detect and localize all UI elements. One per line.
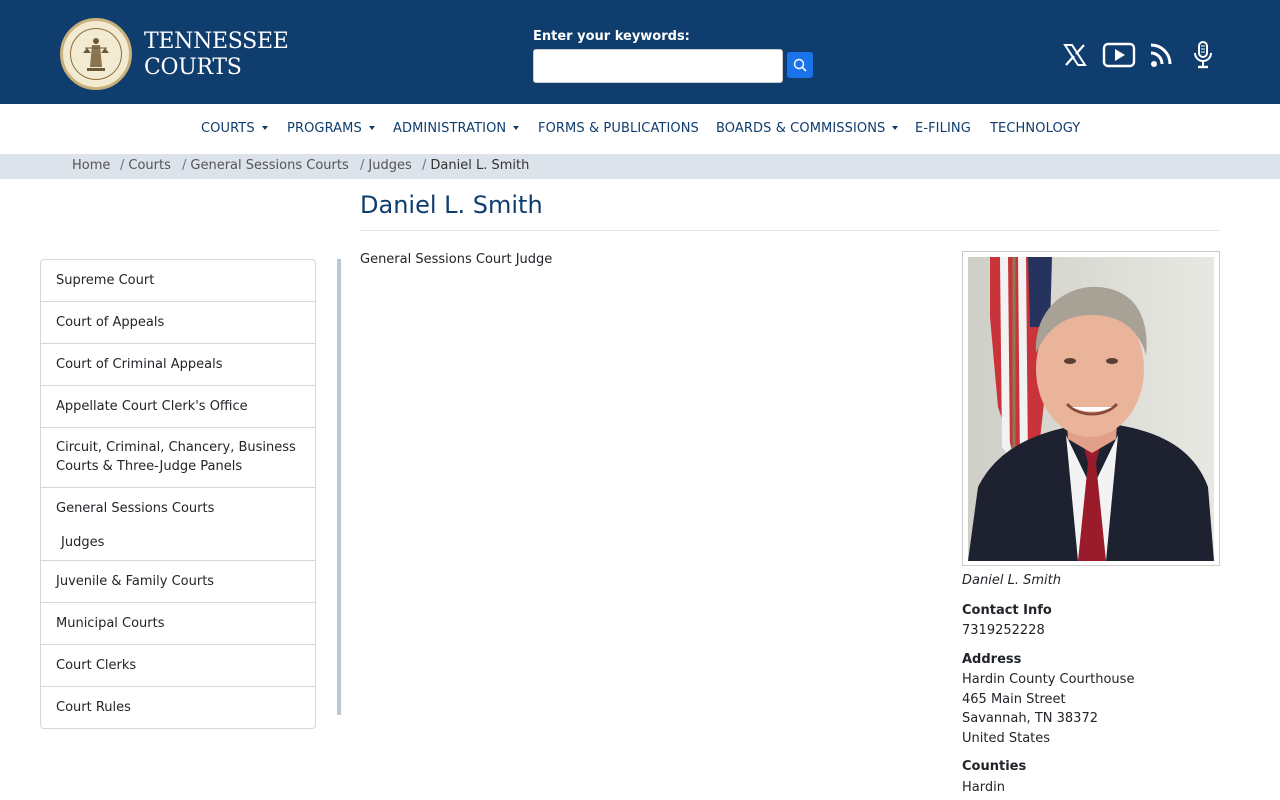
sidebar-item-general-sessions[interactable]: General Sessions Courts — [56, 501, 215, 516]
sidebar-item-court-rules[interactable]: Court Rules — [56, 700, 131, 715]
page-title: Daniel L. Smith — [360, 191, 543, 219]
main-nav — [0, 104, 1280, 154]
sidebar-group-general-sessions — [41, 488, 315, 561]
nav-courts[interactable]: COURTS — [201, 121, 268, 136]
nav-technology[interactable]: TECHNOLOGY — [990, 121, 1081, 136]
nav-e-filing[interactable]: E-FILING — [915, 121, 971, 136]
site-logo-text[interactable] — [144, 29, 288, 81]
logo-line-1: TENNESSEE — [144, 29, 289, 54]
sidebar-nav — [40, 259, 316, 729]
address-line-1: Hardin County Courthouse — [962, 672, 1135, 687]
sidebar-item-municipal-courts[interactable]: Municipal Courts — [41, 603, 315, 645]
sidebar-item-court-of-criminal-appeals[interactable]: Court of Criminal Appeals — [41, 344, 315, 386]
photo-caption: Daniel L. Smith — [962, 573, 1061, 588]
sidebar-item-court-of-appeals[interactable]: Court of Appeals — [41, 302, 315, 344]
address-line-4: United States — [962, 730, 1051, 746]
caret-down-icon — [262, 126, 268, 130]
judiciary-seal-logo[interactable] — [60, 18, 132, 90]
sidebar-divider — [337, 259, 341, 715]
rss-icon[interactable] — [1149, 38, 1177, 72]
sidebar-item-appellate-clerk[interactable]: Appellate Court Clerk's Office — [41, 386, 315, 428]
sidebar-item-juvenile-family[interactable]: Juvenile & Family Courts — [41, 561, 315, 603]
search-label: Enter your keywords: — [533, 29, 690, 44]
contact-phone: 7319252228 — [962, 623, 1045, 638]
address-block — [962, 670, 1134, 748]
youtube-icon[interactable] — [1102, 38, 1136, 72]
judge-photo-frame — [962, 251, 1220, 566]
address-label: Address — [962, 652, 1022, 667]
sidebar-item-supreme-court[interactable]: Supreme Court — [41, 260, 315, 302]
contact-info-label: Contact Info — [962, 603, 1052, 618]
sidebar-subitem-judges[interactable]: Judges — [61, 535, 105, 550]
county-value: Hardin — [962, 780, 1005, 795]
breadcrumb-current: / Daniel L. Smith — [422, 158, 530, 173]
breadcrumb — [0, 154, 1280, 179]
address-line-2: 465 Main Street — [962, 691, 1066, 707]
counties-label: Counties — [962, 759, 1027, 774]
breadcrumb-home[interactable]: Home — [72, 158, 111, 173]
search-input[interactable] — [533, 49, 783, 83]
address-line-3: Savannah, TN 38372 — [962, 711, 1098, 727]
site-header — [0, 0, 1280, 104]
search-button[interactable] — [787, 52, 813, 78]
caret-down-icon — [892, 126, 898, 130]
nav-administration[interactable]: ADMINISTRATION — [393, 121, 519, 136]
breadcrumb-courts[interactable]: / Courts — [120, 158, 171, 173]
nav-forms-publications[interactable]: FORMS & PUBLICATIONS — [538, 121, 699, 136]
sidebar-item-court-clerks[interactable]: Court Clerks — [41, 645, 315, 687]
justice-figure-icon — [81, 35, 111, 73]
logo-line-2: COURTS — [144, 55, 242, 80]
caret-down-icon — [513, 126, 519, 130]
caret-down-icon — [369, 126, 375, 130]
breadcrumb-general-sessions[interactable]: / General Sessions Courts — [182, 158, 349, 173]
breadcrumb-judges[interactable]: / Judges — [360, 158, 412, 173]
nav-boards-commissions[interactable]: BOARDS & COMMISSIONS — [716, 121, 898, 136]
sidebar-item-circuit-criminal-chancery[interactable]: Circuit, Criminal, Chancery, Business Courts & Three-Judge Panels — [41, 428, 315, 488]
judge-photo — [968, 257, 1214, 561]
nav-programs[interactable]: PROGRAMS — [287, 121, 375, 136]
podcast-icon[interactable] — [1190, 38, 1216, 72]
judge-role: General Sessions Court Judge — [360, 252, 553, 267]
title-divider — [360, 230, 1220, 231]
search-icon — [787, 52, 813, 78]
x-icon[interactable] — [1062, 38, 1088, 72]
